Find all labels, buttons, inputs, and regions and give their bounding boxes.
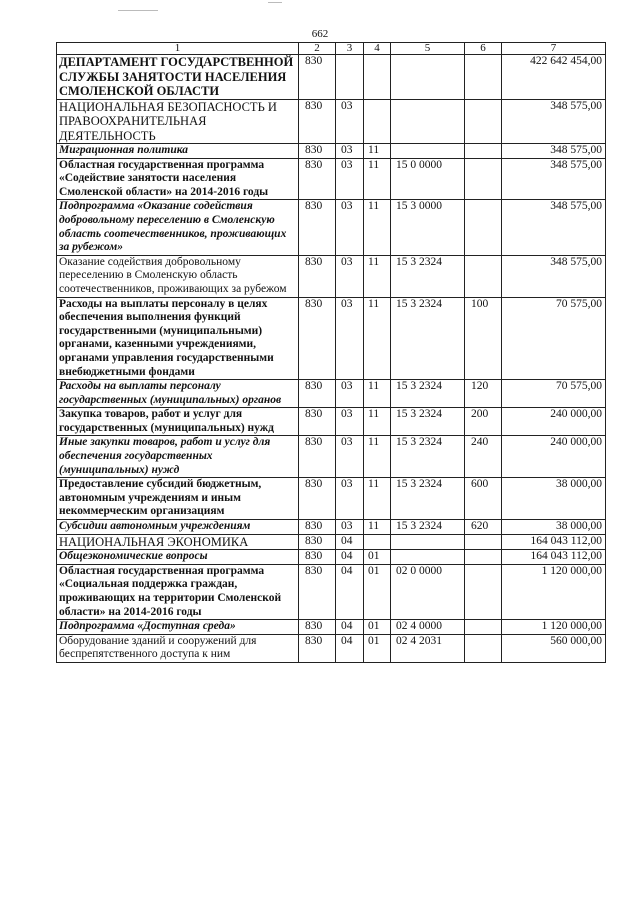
row-target-cell: 02 4 2031: [391, 634, 465, 662]
row-target-cell: 02 0 0000: [391, 564, 465, 619]
row-target-cell: 15 3 2324: [391, 408, 465, 436]
row-expense-type-cell: 240: [465, 436, 502, 478]
row-name-cell: Миграционная политика: [57, 144, 299, 159]
row-name-cell: Оборудование зданий и сооружений для беспрепятственного доступа к ним: [57, 634, 299, 662]
row-target-cell: 15 3 2324: [391, 436, 465, 478]
row-target-cell: 15 3 2324: [391, 380, 465, 408]
table-row: [57, 550, 606, 565]
column-header: 3: [336, 43, 364, 55]
row-code-cell: 830: [299, 408, 336, 436]
row-name-cell: Оказание содействия добровольному переселению в Смоленскую область соотечественников, проживающих за рубежом: [57, 255, 299, 297]
row-amount-cell: 560 000,00: [502, 634, 606, 662]
table-row: [57, 564, 606, 619]
row-target-cell: 15 3 2324: [391, 478, 465, 520]
column-header: 1: [57, 43, 299, 55]
column-header: 5: [391, 43, 465, 55]
budget-table: [56, 42, 606, 663]
column-header: 7: [502, 43, 606, 55]
row-amount-cell: 348 575,00: [502, 158, 606, 200]
row-section-cell: 03: [336, 99, 364, 144]
row-amount-cell: 164 043 112,00: [502, 550, 606, 565]
row-expense-type-cell: [465, 99, 502, 144]
row-target-cell: 02 4 0000: [391, 620, 465, 635]
row-subsection-cell: 11: [364, 158, 391, 200]
row-name-cell: НАЦИОНАЛЬНАЯ ЭКОНОМИКА: [57, 534, 299, 550]
row-code-cell: 830: [299, 564, 336, 619]
row-code-cell: 830: [299, 158, 336, 200]
row-target-cell: [391, 144, 465, 159]
table-row: [57, 200, 606, 255]
row-name-cell: Расходы на выплаты персоналу в целях обеспечения выполнения функций государственными (муниципальными) органами, казенными учреждениями, органами управления государственными внебюджетными фондами: [57, 297, 299, 380]
row-subsection-cell: 11: [364, 436, 391, 478]
row-code-cell: 830: [299, 55, 336, 100]
table-row: [57, 255, 606, 297]
column-header: 2: [299, 43, 336, 55]
row-amount-cell: 70 575,00: [502, 297, 606, 380]
row-amount-cell: 348 575,00: [502, 99, 606, 144]
row-code-cell: 830: [299, 255, 336, 297]
row-expense-type-cell: [465, 144, 502, 159]
row-subsection-cell: 11: [364, 520, 391, 535]
table-row: [57, 408, 606, 436]
row-code-cell: 830: [299, 297, 336, 380]
scan-artifact: [118, 10, 158, 11]
table-row: [57, 520, 606, 535]
row-section-cell: 04: [336, 620, 364, 635]
row-amount-cell: 348 575,00: [502, 144, 606, 159]
column-header: 4: [364, 43, 391, 55]
row-section-cell: 03: [336, 255, 364, 297]
row-section-cell: 04: [336, 534, 364, 550]
row-subsection-cell: 11: [364, 380, 391, 408]
row-code-cell: 830: [299, 534, 336, 550]
row-section-cell: 03: [336, 436, 364, 478]
row-subsection-cell: 11: [364, 478, 391, 520]
row-amount-cell: 38 000,00: [502, 520, 606, 535]
table-row: [57, 634, 606, 662]
row-name-cell: ДЕПАРТАМЕНТ ГОСУДАРСТВЕННОЙ СЛУЖБЫ ЗАНЯТОСТИ НАСЕЛЕНИЯ СМОЛЕНСКОЙ ОБЛАСТИ: [57, 55, 299, 100]
row-name-cell: Подпрограмма «Доступная среда»: [57, 620, 299, 635]
row-name-cell: Подпрограмма «Оказание содействия добровольному переселению в Смоленскую область соотечественников, проживающих за рубежом»: [57, 200, 299, 255]
row-subsection-cell: 11: [364, 200, 391, 255]
row-expense-type-cell: [465, 620, 502, 635]
row-amount-cell: 348 575,00: [502, 255, 606, 297]
row-amount-cell: 422 642 454,00: [502, 55, 606, 100]
row-expense-type-cell: [465, 255, 502, 297]
row-section-cell: 03: [336, 158, 364, 200]
row-code-cell: 830: [299, 620, 336, 635]
row-amount-cell: 38 000,00: [502, 478, 606, 520]
row-expense-type-cell: 600: [465, 478, 502, 520]
column-header: 6: [465, 43, 502, 55]
row-section-cell: 03: [336, 144, 364, 159]
table-row: [57, 534, 606, 550]
row-amount-cell: 240 000,00: [502, 436, 606, 478]
row-target-cell: 15 0 0000: [391, 158, 465, 200]
row-subsection-cell: [364, 55, 391, 100]
row-target-cell: [391, 99, 465, 144]
row-target-cell: [391, 550, 465, 565]
row-expense-type-cell: [465, 55, 502, 100]
row-code-cell: 830: [299, 436, 336, 478]
row-expense-type-cell: [465, 634, 502, 662]
row-target-cell: 15 3 2324: [391, 520, 465, 535]
row-section-cell: 03: [336, 380, 364, 408]
table-row: [57, 99, 606, 144]
table-row: [57, 297, 606, 380]
row-section-cell: 04: [336, 564, 364, 619]
row-section-cell: 04: [336, 634, 364, 662]
row-section-cell: 04: [336, 550, 364, 565]
row-expense-type-cell: [465, 200, 502, 255]
table-row: [57, 380, 606, 408]
row-expense-type-cell: 200: [465, 408, 502, 436]
row-target-cell: 15 3 0000: [391, 200, 465, 255]
row-name-cell: Областная государственная программа «Социальная поддержка граждан, проживающих на территории Смоленской области» на 2014-2016 годы: [57, 564, 299, 619]
row-section-cell: 03: [336, 408, 364, 436]
row-amount-cell: 1 120 000,00: [502, 564, 606, 619]
scan-artifact: [268, 2, 282, 3]
row-name-cell: Областная государственная программа «Содействие занятости населения Смоленской области» на 2014-2016 годы: [57, 158, 299, 200]
row-name-cell: Закупка товаров, работ и услуг для государственных (муниципальных) нужд: [57, 408, 299, 436]
row-section-cell: 03: [336, 200, 364, 255]
row-expense-type-cell: 620: [465, 520, 502, 535]
table-row: [57, 55, 606, 100]
row-subsection-cell: 11: [364, 255, 391, 297]
row-expense-type-cell: [465, 564, 502, 619]
row-code-cell: 830: [299, 634, 336, 662]
row-amount-cell: 240 000,00: [502, 408, 606, 436]
row-name-cell: Субсидии автономным учреждениям: [57, 520, 299, 535]
row-subsection-cell: 11: [364, 144, 391, 159]
table-row: [57, 436, 606, 478]
row-target-cell: 15 3 2324: [391, 255, 465, 297]
row-section-cell: [336, 55, 364, 100]
table-row: [57, 478, 606, 520]
row-name-cell: Общеэкономические вопросы: [57, 550, 299, 565]
row-name-cell: Предоставление субсидий бюджетным, автономным учреждениям и иным некоммерческим организациям: [57, 478, 299, 520]
page-number: 662: [311, 28, 329, 40]
table-row: [57, 144, 606, 159]
row-code-cell: 830: [299, 200, 336, 255]
row-name-cell: Расходы на выплаты персоналу государственных (муниципальных) органов: [57, 380, 299, 408]
row-expense-type-cell: [465, 550, 502, 565]
row-subsection-cell: 11: [364, 297, 391, 380]
row-amount-cell: 1 120 000,00: [502, 620, 606, 635]
row-name-cell: Иные закупки товаров, работ и услуг для обеспечения государственных (муниципальных) нужд: [57, 436, 299, 478]
row-subsection-cell: 01: [364, 634, 391, 662]
row-subsection-cell: 11: [364, 408, 391, 436]
row-expense-type-cell: 120: [465, 380, 502, 408]
row-expense-type-cell: 100: [465, 297, 502, 380]
row-target-cell: 15 3 2324: [391, 297, 465, 380]
table-row: [57, 620, 606, 635]
row-subsection-cell: 01: [364, 550, 391, 565]
row-code-cell: 830: [299, 478, 336, 520]
table-body: [57, 43, 606, 663]
table-row: [57, 158, 606, 200]
row-code-cell: 830: [299, 144, 336, 159]
row-code-cell: 830: [299, 550, 336, 565]
row-section-cell: 03: [336, 520, 364, 535]
row-amount-cell: 348 575,00: [502, 200, 606, 255]
row-subsection-cell: [364, 534, 391, 550]
row-expense-type-cell: [465, 534, 502, 550]
row-code-cell: 830: [299, 380, 336, 408]
row-code-cell: 830: [299, 99, 336, 144]
column-header-row: [57, 43, 606, 55]
row-code-cell: 830: [299, 520, 336, 535]
row-amount-cell: 164 043 112,00: [502, 534, 606, 550]
row-subsection-cell: 01: [364, 564, 391, 619]
row-subsection-cell: 01: [364, 620, 391, 635]
row-subsection-cell: [364, 99, 391, 144]
row-target-cell: [391, 55, 465, 100]
row-amount-cell: 70 575,00: [502, 380, 606, 408]
row-target-cell: [391, 534, 465, 550]
row-name-cell: НАЦИОНАЛЬНАЯ БЕЗОПАСНОСТЬ И ПРАВООХРАНИТЕЛЬНАЯ ДЕЯТЕЛЬНОСТЬ: [57, 99, 299, 144]
row-expense-type-cell: [465, 158, 502, 200]
row-section-cell: 03: [336, 297, 364, 380]
row-section-cell: 03: [336, 478, 364, 520]
